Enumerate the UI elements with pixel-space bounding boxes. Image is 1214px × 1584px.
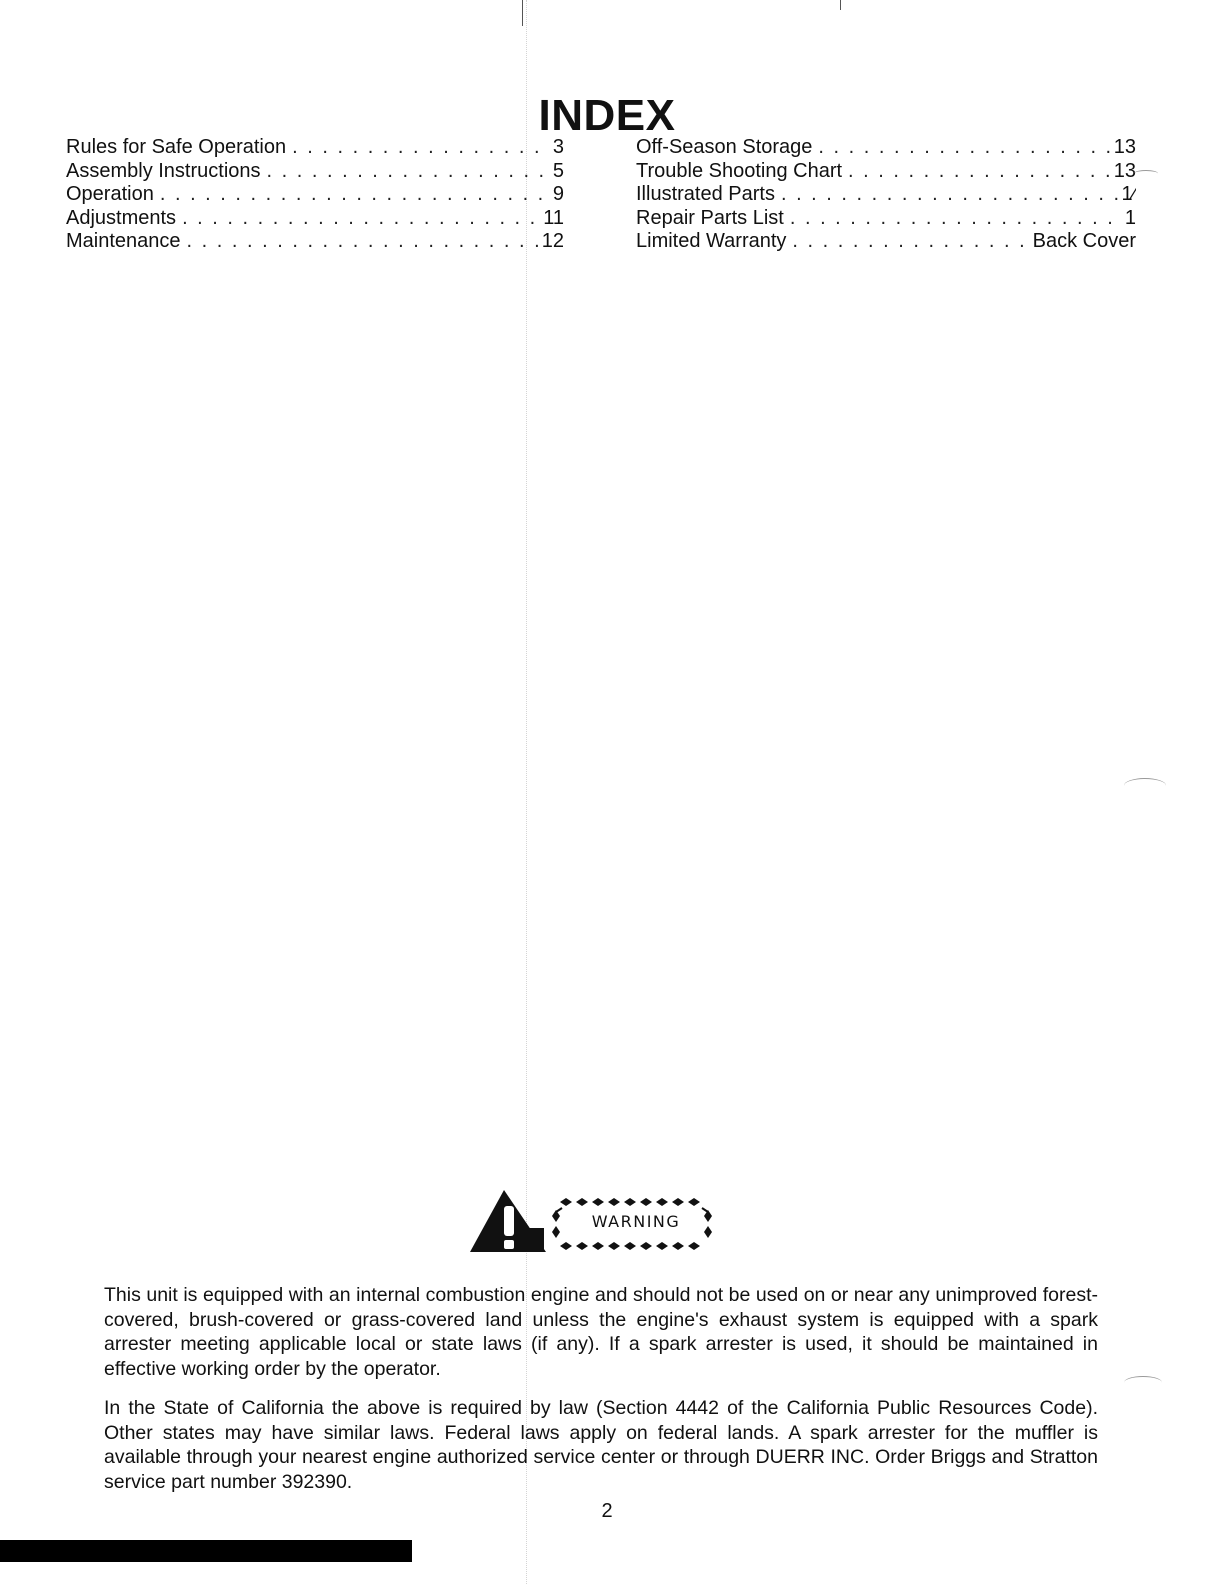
page-number: 2 [601,1500,613,1522]
toc-dot-leader [182,207,539,231]
toc-entry-page: 11 [543,206,564,229]
scan-mark-top-left [522,0,523,26]
toc-dot-leader [187,230,538,254]
toc-entry-page: 1⁄ [1121,183,1136,205]
toc-entry-page: 13 [1113,159,1136,182]
toc-dot-leader [792,230,1028,254]
toc-dot-leader [292,136,549,160]
toc-entry-page: 13 [1113,136,1136,158]
toc-entry-page: 5 [552,159,564,182]
toc-entry-label: Assembly Instructions [66,159,261,182]
warning-paragraph-spark-arrester: This unit is equipped with an internal combustion engine and should not be used on or near any unimproved forest-covered, brush-covered or grass-covered land unless the engine's exhaust system is equipped with a spark arrester meeting applicable local or state laws (if any). If a spark arrester is used, it should be maintained in effective working order by the operator. [104,1284,1098,1380]
toc-entry-page: 12 [541,230,564,252]
scan-bottom-bar [0,1540,412,1562]
toc-dot-leader [160,183,549,207]
page-title: INDEX [538,91,676,141]
scan-smudge [1124,778,1166,793]
toc-entry-label: Adjustments [66,206,177,229]
toc-entry[interactable] [66,230,564,254]
toc-entry-label: Trouble Shooting Chart [636,159,843,182]
warning-banner [468,1188,718,1256]
toc-entry[interactable] [636,183,1136,207]
toc-dot-leader [267,160,549,184]
toc-entry[interactable] [636,230,1136,254]
toc-entry[interactable] [66,183,564,207]
toc-entry[interactable] [636,136,1136,160]
scan-mark-top-right [840,0,841,10]
toc-dot-leader [790,207,1121,231]
toc-entry-page: 9 [552,183,564,205]
warning-paragraph-california-law: In the State of California the above is required by law (Section 4442 of the California Public Resources Code). Other states may have similar laws. Federal laws apply on federal lands. A spark arrester for the muffler is available through your nearest engine authorized service center or through DUERR INC. Order Briggs and Stratton service part number 392390. [104,1397,1098,1493]
scan-smudge [1134,170,1158,177]
warning-triangle-icon [468,1188,548,1256]
toc-entry[interactable] [66,160,564,184]
toc-entry-page: 1 [1124,206,1136,229]
toc-dot-leader [781,183,1118,207]
toc-entry[interactable] [636,207,1136,231]
toc-entry-label: Maintenance [66,230,181,252]
toc-entry-label: Illustrated Parts [636,183,775,205]
scan-smudge [1124,1376,1162,1389]
toc-right-column [636,136,1136,254]
toc-entry-label: Off-Season Storage [636,136,813,158]
toc-entry-label: Operation [66,183,154,205]
toc-left-column [66,136,564,254]
toc-entry[interactable] [66,136,564,160]
toc-entry[interactable] [66,207,564,231]
toc-entry-label: Repair Parts List [636,206,784,229]
warning-label: WARNING [591,1212,681,1231]
toc-dot-leader [848,160,1110,184]
toc-entry-page: 3 [552,136,564,158]
toc-entry-label: Limited Warranty [636,230,787,252]
toc-dot-leader [818,136,1109,160]
toc-entry[interactable] [636,160,1136,184]
toc-entry-page: Back Cover [1032,230,1136,252]
toc-entry-label: Rules for Safe Operation [66,136,287,158]
